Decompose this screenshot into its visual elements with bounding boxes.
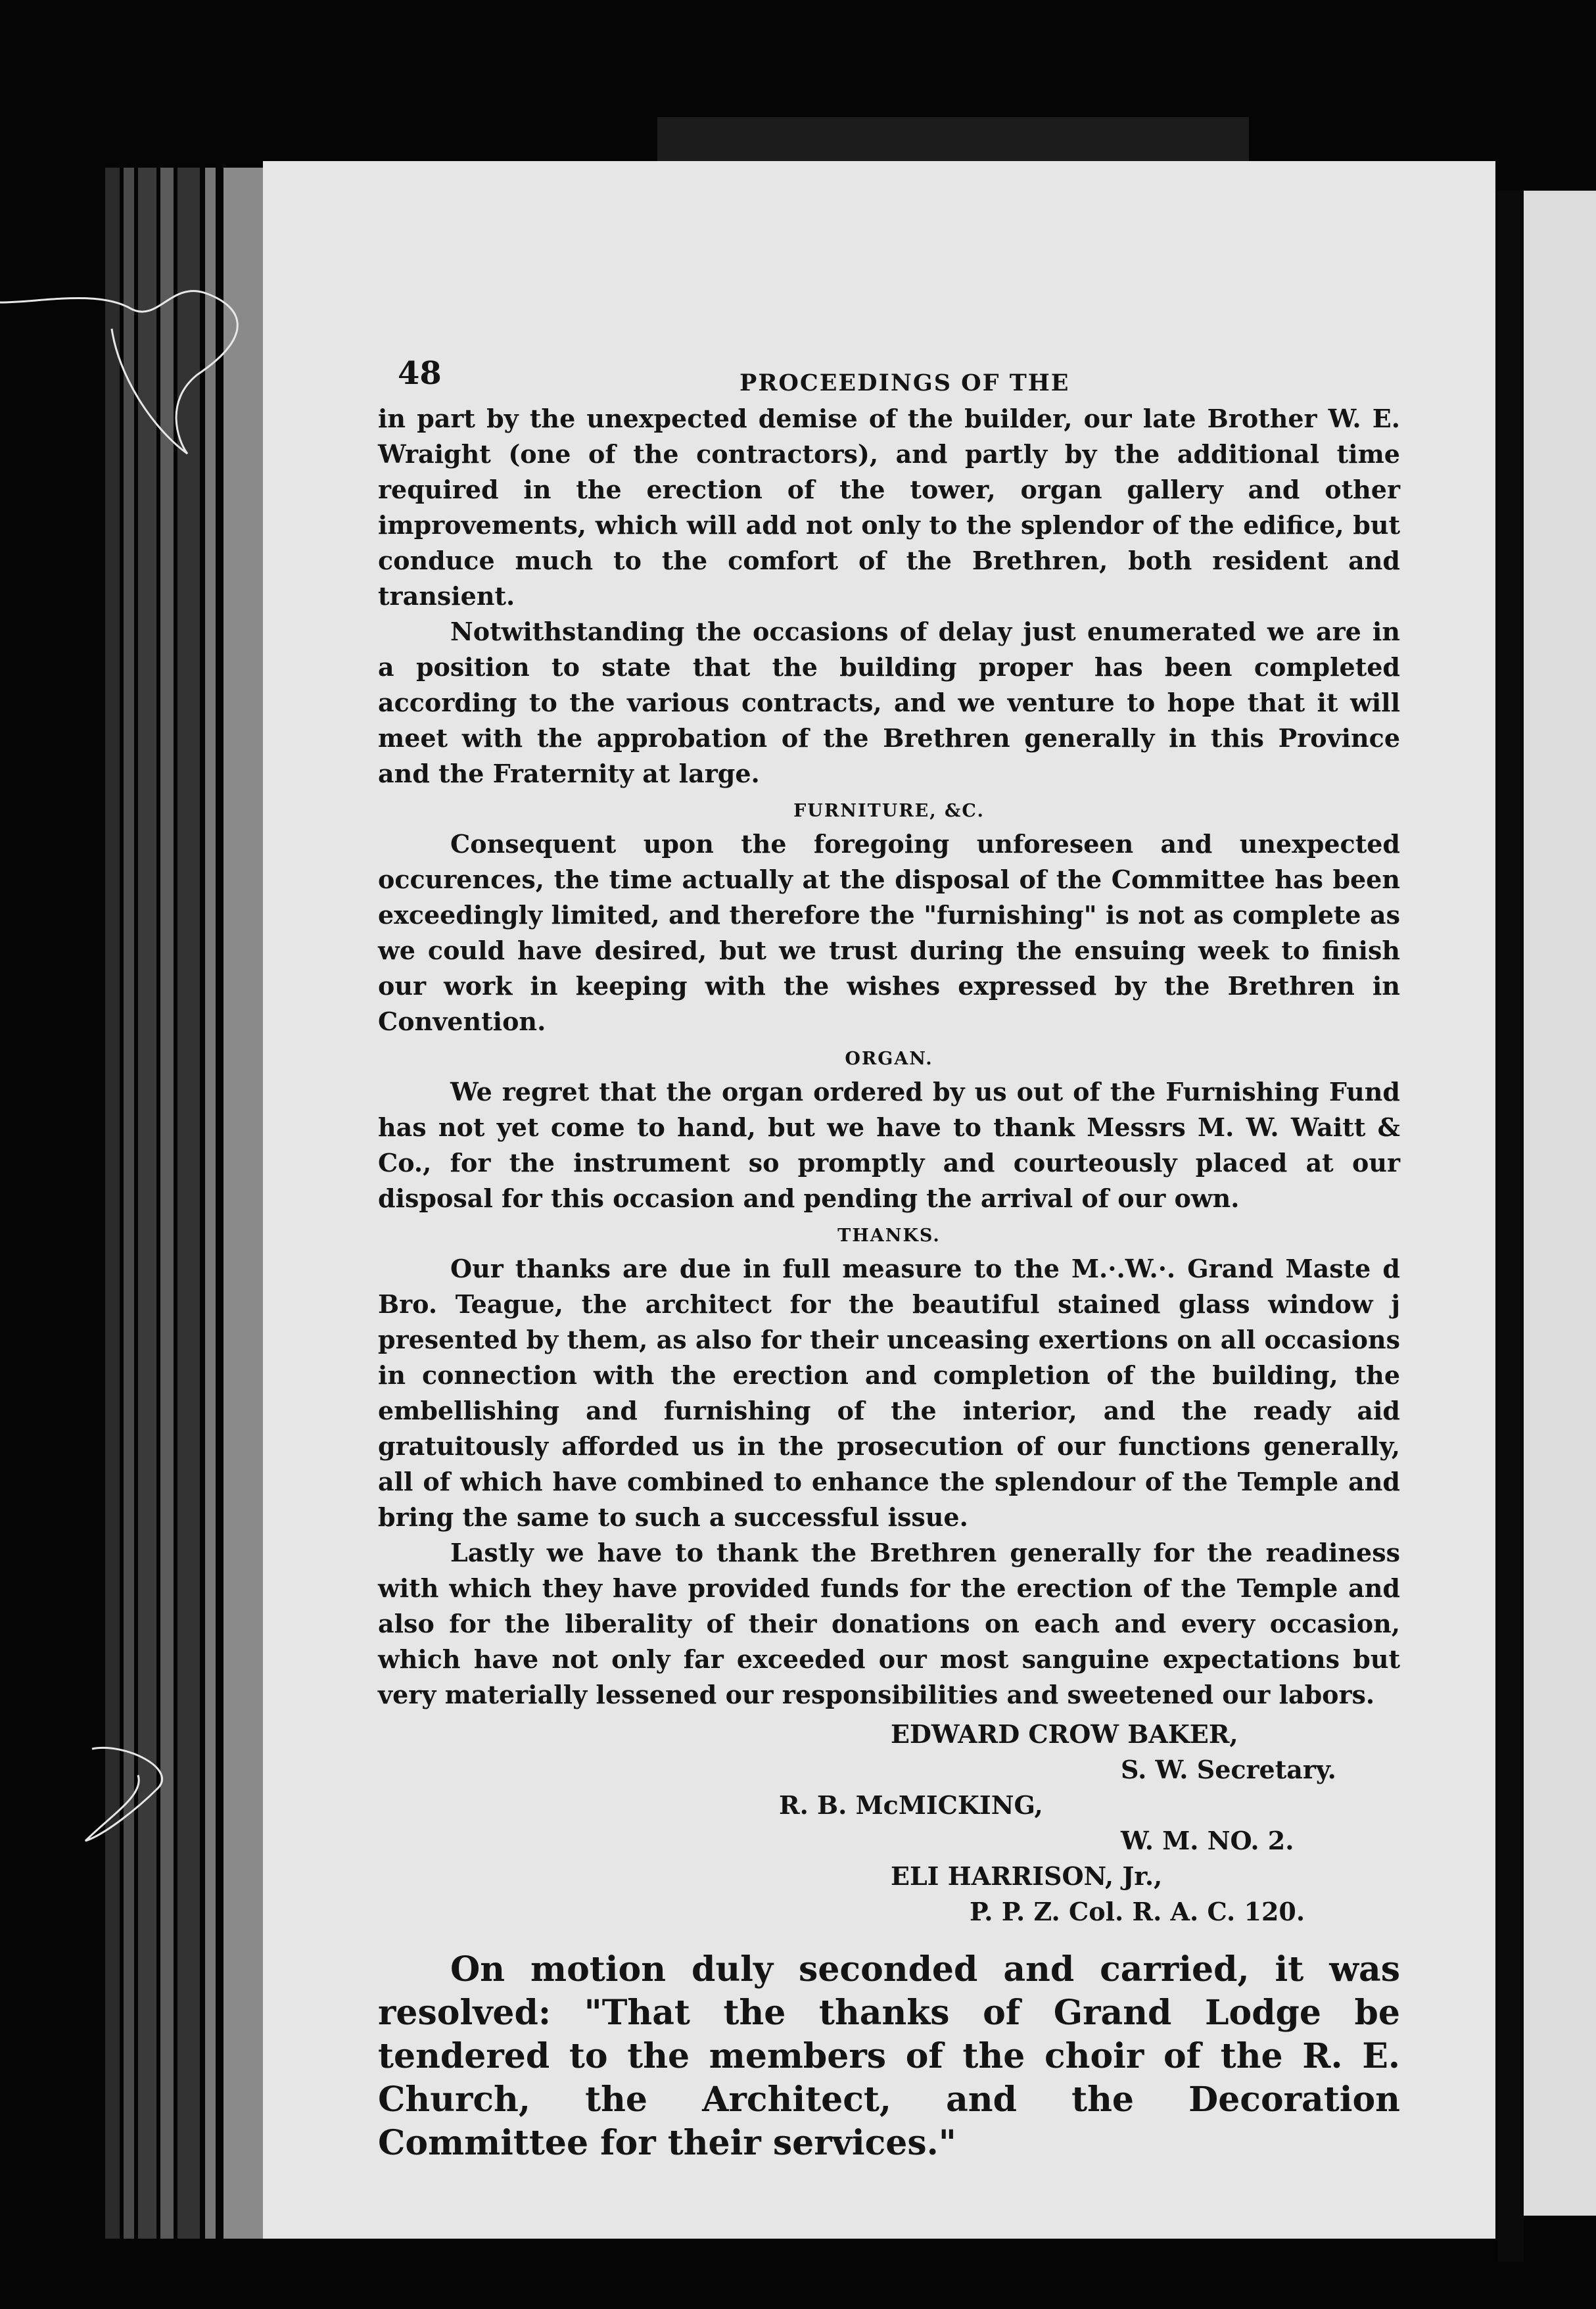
- running-head: PROCEEDINGS OF THE: [739, 369, 1070, 396]
- page-number: 48: [398, 355, 442, 392]
- signatory-title: S. W. Secretary.: [1121, 1755, 1336, 1784]
- paragraph-thanks-brethren: Lastly we have to thank the Brethren generally for the readiness with which they have provided funds for the erection of the Temple and also for the liberality of their donations on each and every occasion, which have not only far exceeded our most sanguine expectations but very materially lessened our responsibilities and sweetened our labors.: [378, 1538, 1400, 1709]
- page-gutter-shadow: [1497, 191, 1524, 2262]
- resolution-text: On motion duly seconded and carried, it was resolved: "That the thanks of Grand Lodge be tendered to the members of the choir of the R. E. Church, the Architect, and the Decoration Committee for their services.": [378, 1949, 1400, 2163]
- paragraph-furniture: Consequent upon the foregoing unforeseen and unexpected occurences, the time actually at the disposal of the Committee has been exceedingly limited, and therefore the "furnishing" is not as complete as we could have desired, but we trust during the ensuing week to finish our work in keeping with the wishes expressed by the Brethren in Convention.: [378, 829, 1400, 1036]
- book-edge-strip: [160, 168, 174, 2239]
- book-edge-strip: [177, 168, 200, 2239]
- page-header: [378, 355, 1400, 401]
- signatory-name: ELI HARRISON, Jr.,: [891, 1861, 1163, 1891]
- paragraph-thanks: Our thanks are due in full measure to the M.·.W.·. Grand Maste d Bro. Teague, the architect for the beautiful stained glass window j presented by them, as also for their unceasing exertions on all occasions in connection with the erection and completion of the building, the embellishing and furnishing of the interior, and the ready aid gratuitously afforded us in the prosecution of our functions generally, all of which have combined to enhance the splendour of the Temple and bring the same to such a successful issue.: [378, 1254, 1400, 1532]
- signatory-name: R. B. McMICKING,: [779, 1790, 1043, 1820]
- facing-page-edge: [1524, 191, 1596, 2216]
- paragraph-organ: We regret that the organ ordered by us out of the Furnishing Fund has not yet come to hand, but we have to thank Messrs M. W. Waitt & Co., for the instrument so promptly and courteously placed at our disposal for this occasion and pending the arrival of our own.: [378, 1077, 1400, 1213]
- book-edge-strip: [138, 168, 156, 2239]
- book-edge-strip: [223, 168, 263, 2239]
- scan-shadow: [657, 117, 1249, 163]
- book-edge-strip: [105, 168, 120, 2239]
- paragraph-continuation: in part by the unexpected demise of the builder, our late Brother W. E. Wraight (one of the contractors), and partly by the additional time required in the erection of the tower, organ gallery and other improvements, which will add not only to the splendor of the edifice, but conduce much to the comfort of the Brethren, both resident and transient.: [378, 404, 1400, 611]
- section-heading-thanks: THANKS.: [837, 1226, 941, 1246]
- signature-block: [378, 1717, 1400, 1930]
- book-edge-strip: [205, 168, 216, 2239]
- signatory-title: P. P. Z. Col. R. A. C. 120.: [970, 1897, 1305, 1926]
- book-edge-strip: [124, 168, 134, 2239]
- paragraph: Notwithstanding the occasions of delay just enumerated we are in a position to state that the building proper has been completed according to the various contracts, and we venture to hope that it will meet with the approbation of the Brethren generally in this Province and the Fraternity at large.: [378, 617, 1400, 788]
- section-heading-organ: ORGAN.: [845, 1049, 933, 1069]
- page-text: [378, 355, 1400, 2165]
- signatory-title: W. M. NO. 2.: [1121, 1826, 1294, 1855]
- signatory-name: EDWARD CROW BAKER,: [891, 1719, 1238, 1749]
- section-heading-furniture: FURNITURE, &C.: [793, 801, 985, 821]
